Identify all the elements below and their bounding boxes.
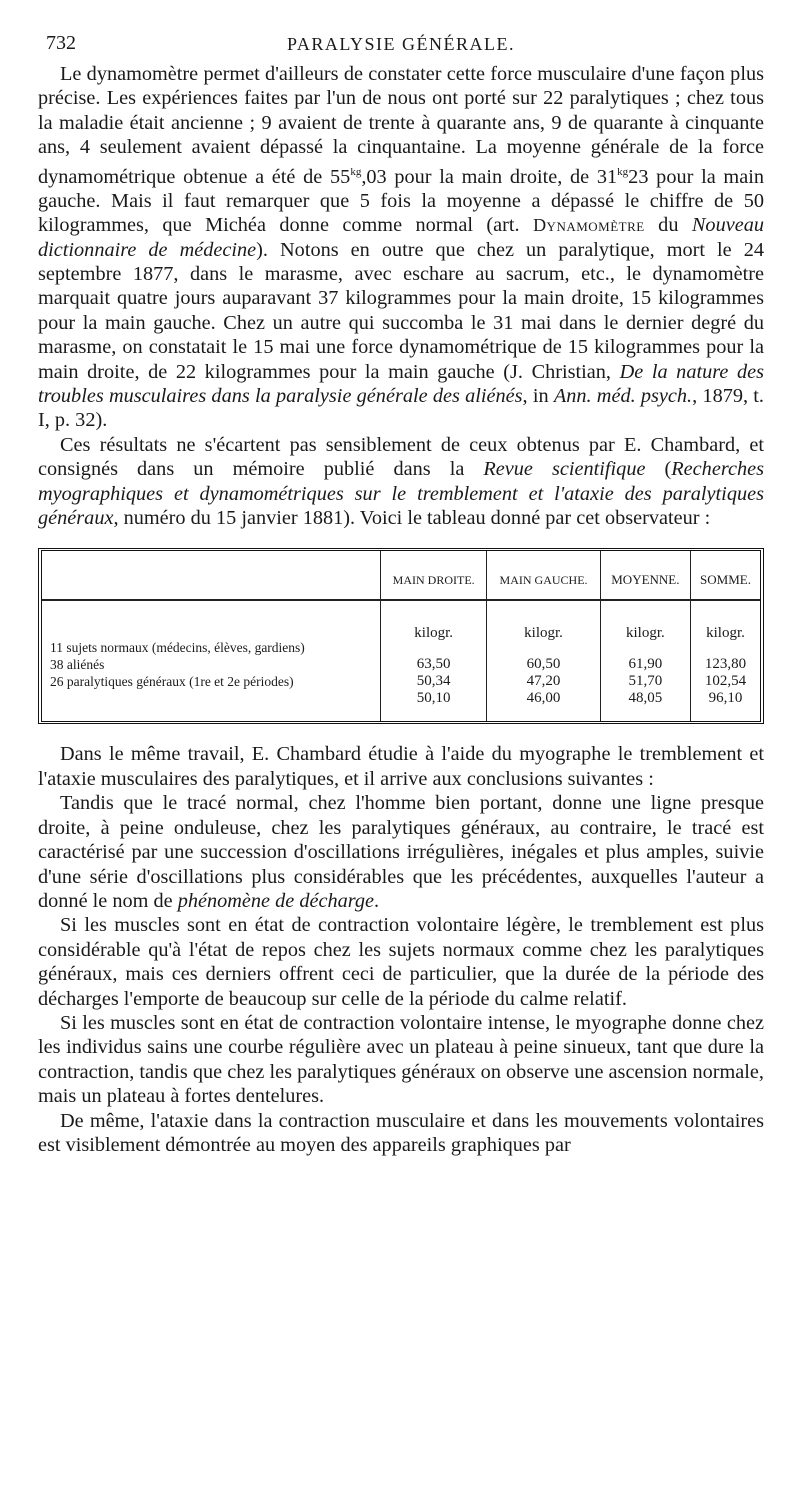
row-label: 26 paralytiques généraux (1re et 2e périodes) (50, 674, 294, 690)
paragraph-ataxie: De même, l'ataxie dans la contraction musculaire et dans les mouvements volontaires est visiblement démontrée au moyen des appareils graphiques par (38, 1109, 764, 1156)
small-caps-term: Dynamomètre (533, 215, 645, 236)
spacer (50, 625, 376, 639)
text-run: ,03 pour la main droite, de 31 (361, 165, 618, 188)
italic-title: Nouveau dictionnaire de médecine (38, 214, 764, 261)
text-run: , numéro du 15 janvier 1881). Voici le tableau donné par cet observateur : (113, 507, 711, 530)
table-cell: 96,10 (708, 690, 743, 707)
table-cell: 50,34 (416, 673, 451, 690)
column-moyenne (600, 600, 690, 721)
table-cell: 61,90 (628, 656, 663, 673)
header-somme: SOMME. (691, 551, 760, 600)
row-labels-cell (42, 600, 381, 721)
text-run: 23 pour la main gauche. Mais il faut remarquer que 5 fois la moyenne a dépassé le chiffre de 50 kilogrammes, que Michéa donne comme normal (art. (38, 165, 764, 237)
paragraph-myographe: Dans le même travail, E. Chambard étudie à l'aide du myographe le tremblement et l'ataxie musculaires des paralytiques, et il arrive aux conclusions suivantes : (38, 743, 764, 790)
table-cell: 48,05 (628, 690, 663, 707)
text-run: Le dynamomètre permet d'ailleurs de constater cette force musculaire d'une façon plus précise. Les expériences faites par l'un de nous ont porté sur 22 paralytiques ; chez tous la maladie était ancienne ; 9 avaient de trente à quarante ans, 9 de quarante à cinquante ans, 4 seulement avaient dépassé la cinquantaine. La moyenne générale de la force dynamométrique obtenue a été de 55 (38, 63, 764, 188)
header-main-droite: MAIN DROITE. (381, 551, 487, 600)
text-run: , in (522, 385, 554, 408)
italic-term: phénomène de décharge (177, 889, 375, 912)
page-number: 732 (46, 32, 76, 54)
unit-superscript: kg (350, 165, 362, 178)
text-run: Tandis que le tracé normal, chez l'homme bien portant, donne une ligne presque droite, à peine onduleuse, chez les paralytiques généraux, au contraire, le tracé est caractérisé par une succession d'oscillations irrégulières, inégales et plus amples, suivie d'une série d'oscillations plus considérables que les précédentes, auxquelles l'auteur a donné le nom de (38, 792, 764, 912)
table-header-row (42, 551, 760, 600)
column-main-droite (381, 600, 487, 721)
paragraph-contraction-legere: Si les muscles sont en état de contraction volontaire légère, le tremblement est plus considérable qu'à l'état de repos chez les sujets normaux comme chez les paralytiques généraux, mais ces derniers offrent ceci de particulier, que la durée de la période des décharges l'emporte de beaucoup sur celle de la période du calme relatif. (38, 914, 764, 1010)
paragraph-chambard (38, 433, 764, 531)
text-run: ( (645, 458, 672, 481)
unit-label: kilogr. (524, 625, 563, 642)
header-moyenne: MOYENNE. (600, 551, 690, 600)
table-cell: 60,50 (526, 656, 561, 673)
table-cell: 47,20 (526, 673, 561, 690)
italic-journal: Revue scientifique (483, 458, 646, 481)
text-run: . (374, 889, 380, 912)
column-somme (691, 600, 760, 721)
page-header (38, 28, 764, 62)
dynamometry-table-frame (38, 548, 764, 724)
text-run: du (644, 214, 692, 237)
italic-title: Recherches myographiques et dynamométriques sur le tremblement et l'ataxie des paralytiques généraux (38, 458, 764, 530)
text-run: , 1879, t. I, p. 32). (38, 385, 764, 432)
table-body-row (42, 600, 760, 721)
row-label: 38 aliénés (50, 657, 105, 673)
unit-superscript: kg (617, 165, 629, 178)
unit-label: kilogr. (414, 625, 454, 642)
table-cell: 102,54 (704, 673, 747, 690)
dynamometry-table (42, 551, 760, 721)
italic-title: De la nature des troubles musculaires dans la paralysie générale des aliénés (38, 360, 764, 408)
header-label-cell (42, 551, 381, 600)
unit-label: kilogr. (706, 625, 745, 642)
running-head: PARALYSIE GÉNÉRALE. (286, 34, 516, 54)
table-cell: 50,10 (416, 690, 451, 707)
text-run: ). Notons en outre que chez un paralytique, mort le 24 septembre 1877, dans le marasme, avec eschare au sacrum, etc., le dynamomètre marquait quatre jours auparavant 37 kilogrammes pour la main droite, 15 kilogrammes pour la main gauche. Chez un autre qui succomba le 31 mai dans le dernier degré du marasme, on constatait le 15 mai une force dynamométrique de 15 kilogrammes pour la main droite, de 22 kilogrammes pour la main gauche (J. Christian, (38, 238, 764, 383)
text-run: Ces résultats ne s'écartent pas sensiblement de ceux obtenus par E. Chambard, et consignés dans un mémoire publié dans la (38, 433, 764, 481)
paragraph-dynamometre (38, 62, 764, 433)
italic-journal: Ann. méd. psych. (553, 385, 693, 408)
unit-label: kilogr. (625, 625, 665, 642)
paragraph-contraction-intense: Si les muscles sont en état de contraction volontaire intense, le myographe donne chez les individus sains une courbe régulière avec un plateau à peine sinueux, tant que dure la contraction, tandis que chez les paralytiques généraux on observe une ascension normale, mais un plateau à fortes dentelures. (38, 1011, 764, 1108)
table-cell: 46,00 (526, 690, 561, 707)
table-cell: 63,50 (416, 656, 451, 673)
paragraph-trace-normal (38, 791, 764, 913)
header-main-gauche: MAIN GAUCHE. (487, 551, 600, 600)
column-main-gauche (487, 600, 600, 721)
row-label: 11 sujets normaux (médecins, élèves, gardiens) (50, 640, 305, 656)
table-cell: 123,80 (704, 656, 747, 673)
table-cell: 51,70 (628, 673, 663, 690)
